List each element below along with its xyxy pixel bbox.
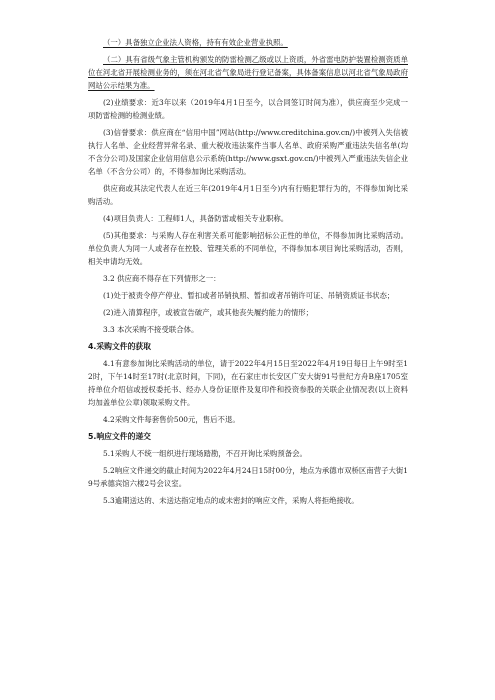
late-submission-note: 5.3逾期送达的、未送达指定地点的或未密封的响应文件，采购人将拒绝接收。 <box>103 496 359 505</box>
site-visit-note: 5.1采购人不统一组织进行现场踏勘，不召开询比采购预备会。 <box>103 449 307 458</box>
exclusion-item-1: (1)处于被责令停产停业、暂扣或者吊销执照、暂扣或者吊销许可证、吊销资质证书状态； <box>103 291 395 300</box>
acquisition-details: 4.1有意参加询比采购活动的单位，请于2022年4月15日至2022年4月19日每日上午9时至12时，下午14时至17时(北京时间，下同)，在石家庄市长安区广安大街91号世纪方舟B座1705室持单位介绍信或授权委托书、经办人身份证原件及复印件和投资参股的关联企业情况表(以上资料均加盖单位公章)领取采购文件。 <box>88 359 408 407</box>
exclusion-item-2: (2)进入清算程序，或被宣告破产，或其他丧失履约能力的情形； <box>103 308 314 317</box>
requirement-performance: (2)业绩要求：近3年以来（2019年4月1日至今，以合同签订时间为准），供应商至少完成一项防雷检测的检测业绩。 <box>88 98 408 120</box>
exclusion-intro: 3.2 供应商不得存在下列情形之一： <box>103 274 221 283</box>
section-heading-document-acquisition: 4.采购文件的获取 <box>88 342 151 351</box>
section-heading-response-submission: 5.响应文件的递交 <box>88 432 151 441</box>
requirement-other: (5)其他要求：与采购人存在利害关系可能影响招标公正性的单位，不得参加询比采购活动。单位负责人为同一人或者存在控股、管理关系的不同单位，不得参加本项目询比采购活动，否则，相关申请均无效。 <box>88 231 408 266</box>
requirement-bribery: 供应商或其法定代表人在近三年(2019年4月1日至今)内有行贿犯罪行为的，不得参加询比采购活动。 <box>88 184 408 206</box>
requirement-lightning-qualification: （二）具有省级气象主管机构颁发的防雷检测乙级或以上资质，外省雷电防护装置检测资质单位在河北省开展检测业务的，须在河北省气象局进行登记备案，具体备案信息以河北省气象局政府网站公示结果为准。 <box>88 55 408 90</box>
document-body <box>88 36 408 511</box>
requirement-business-license: （一）具备独立企业法人资格，持有有效企业营业执照。 <box>103 38 288 47</box>
submission-deadline: 5.2响应文件递交的截止时间为2022年4月24日15时00分，地点为承德市双桥区南营子大街19号承德宾馆六楼2号会议室。 <box>88 466 408 488</box>
document-price: 4.2采购文件每套售价500元，售后不退。 <box>103 415 240 424</box>
consortium-note: 3.3 本次采购不接受联合体。 <box>103 325 199 334</box>
requirement-credit: (3)信誉要求：供应商在“信用中国”网站(http://www.creditchina.gov.cn/)中被列入失信被执行人名单、企业经营异常名录、重大税收违法案件当事人名单、政府采购严重违法失信名单(均不含分公司)及国家企业信用信息公示系统(http://www.gsxt.gov.cn/)中被列入严重违法失信企业名单（不含分公司）的，不得参加询比采购活动。 <box>88 128 408 176</box>
requirement-project-manager: (4)项目负责人：工程师1人，具备防雷或相关专业职称。 <box>103 214 289 223</box>
